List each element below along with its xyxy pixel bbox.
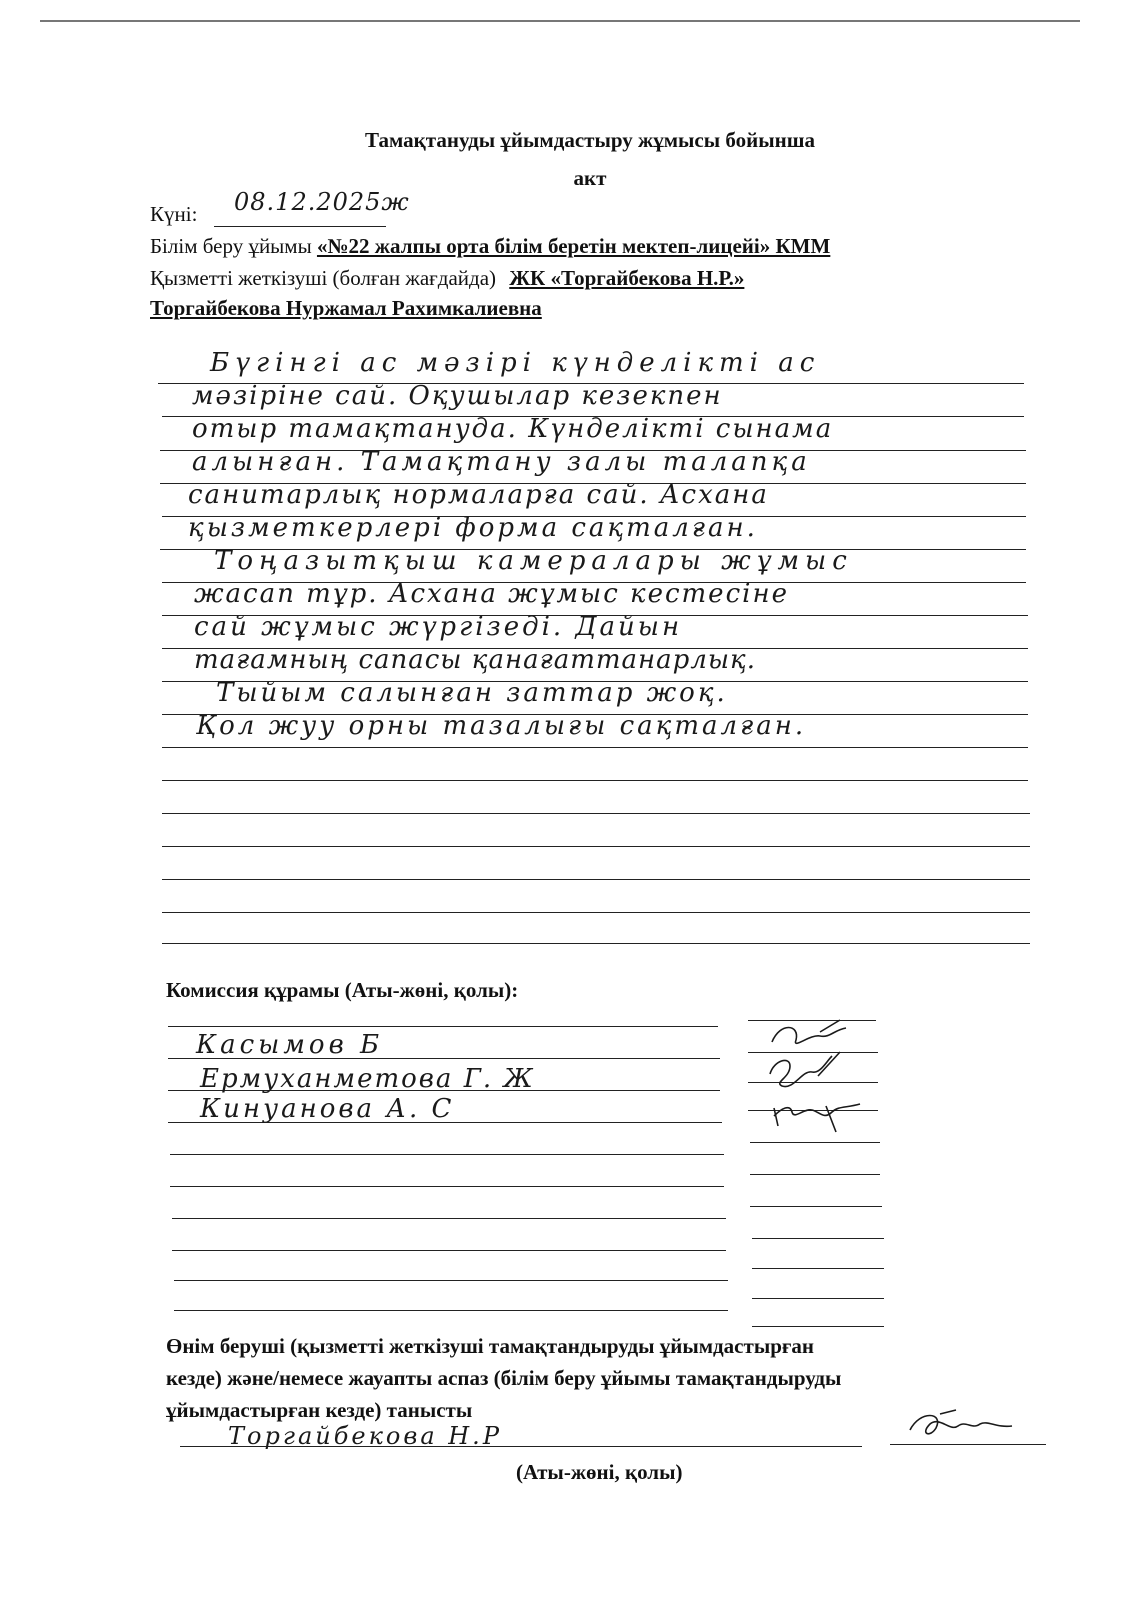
commission-signature-rule xyxy=(752,1298,884,1299)
commission-member-1: Касымов Б xyxy=(196,1030,384,1060)
organization-label: Білім беру ұйымы xyxy=(150,234,312,258)
commission-signature-rule xyxy=(752,1268,884,1269)
commission-member-3: Кинуанова А. С xyxy=(200,1094,455,1124)
commission-label: Комиссия құрамы (Аты-жөні, қолы): xyxy=(166,978,519,1002)
acknowledgement-line-3: ұйымдастырған кезде) танысты xyxy=(166,1398,473,1422)
commission-member-2: Ермуханметова Г. Ж xyxy=(200,1064,535,1094)
acknowledgement-line-2: кезде) және/немесе жауапты аспаз (білім беру ұйымы тамақтандыруды xyxy=(166,1366,842,1390)
note-rule xyxy=(162,780,1028,781)
supplier-line xyxy=(150,266,744,291)
note-rule xyxy=(162,813,1030,814)
note-line-3: отыр тамақтануда. Күнделікті сынама xyxy=(192,414,834,444)
top-border-line xyxy=(40,20,1080,22)
organization-line xyxy=(150,234,830,259)
commission-name-rule xyxy=(174,1310,728,1311)
date-label: Күні: xyxy=(150,202,198,226)
note-rule xyxy=(162,943,1030,944)
act-subtitle: акт xyxy=(573,166,607,190)
commission-name-rule xyxy=(170,1154,724,1155)
note-line-1: Бүгінгі ас мәзірі күнделікті ас xyxy=(210,348,821,378)
commission-name-rule xyxy=(168,1026,718,1027)
signer-signature-image xyxy=(900,1404,1040,1444)
note-rule xyxy=(162,846,1030,847)
commission-name-rule xyxy=(174,1280,728,1281)
note-line-9: сай жұмыс жүргізеді. Дайын xyxy=(194,612,683,642)
note-line-6: қызметкерлері форма сақталған. xyxy=(188,513,758,543)
acknowledgement-line-1: Өнім беруші (қызметті жеткізуші тамақтандыруды ұйымдастырған xyxy=(166,1334,815,1358)
commission-name-rule xyxy=(172,1218,726,1219)
note-rule xyxy=(162,879,1030,880)
supplier-person-line xyxy=(150,296,542,321)
commission-signature-rule xyxy=(750,1142,880,1143)
organization-value: «№22 жалпы орта білім беретін мектеп-лицейі» КММ xyxy=(316,234,831,258)
act-title: Тамақтануды ұйымдастыру жұмысы бойынша xyxy=(365,128,815,152)
supplier-value: ЖК «Торгайбекова Н.Р.» xyxy=(509,266,745,290)
signer-name: Торгайбекова Н.Р xyxy=(228,1422,502,1450)
note-rule xyxy=(162,912,1030,913)
note-line-7: Тоңазытқыш камералары жұмыс xyxy=(214,546,853,576)
date-value: 08.12.2025ж xyxy=(234,188,410,216)
note-line-11: Тыйым салынған заттар жоқ. xyxy=(216,678,728,708)
signer-signature-rule xyxy=(890,1444,1046,1445)
commission-signatures-image xyxy=(760,1012,880,1142)
note-line-10: тағамның сапасы қанағаттанарлық. xyxy=(194,645,757,675)
commission-name-rule xyxy=(172,1250,726,1251)
note-line-2: мәзіріне сай. Оқушылар кезекпен xyxy=(192,381,723,411)
signature-caption: (Аты-жөні, қолы) xyxy=(516,1460,683,1484)
note-line-8: жасап тұр. Асхана жұмыс кестесіне xyxy=(194,579,789,609)
date-underline xyxy=(214,226,386,227)
commission-signature-rule xyxy=(752,1238,884,1239)
commission-name-rule xyxy=(170,1186,724,1187)
note-rule xyxy=(162,747,1028,748)
note-line-4: алынған. Тамақтану залы талапқа xyxy=(192,447,811,477)
commission-signature-rule xyxy=(752,1326,884,1327)
commission-signature-rule xyxy=(750,1174,880,1175)
note-line-12: Қол жуу орны тазалығы сақталған. xyxy=(196,711,807,741)
supplier-person: Торгайбекова Нуржамал Рахимкалиевна xyxy=(150,296,542,320)
supplier-label: Қызметті жеткізуші (болған жағдайда) xyxy=(150,266,497,290)
commission-signature-rule xyxy=(750,1206,882,1207)
note-line-5: санитарлық нормаларға сай. Асхана xyxy=(188,480,769,510)
